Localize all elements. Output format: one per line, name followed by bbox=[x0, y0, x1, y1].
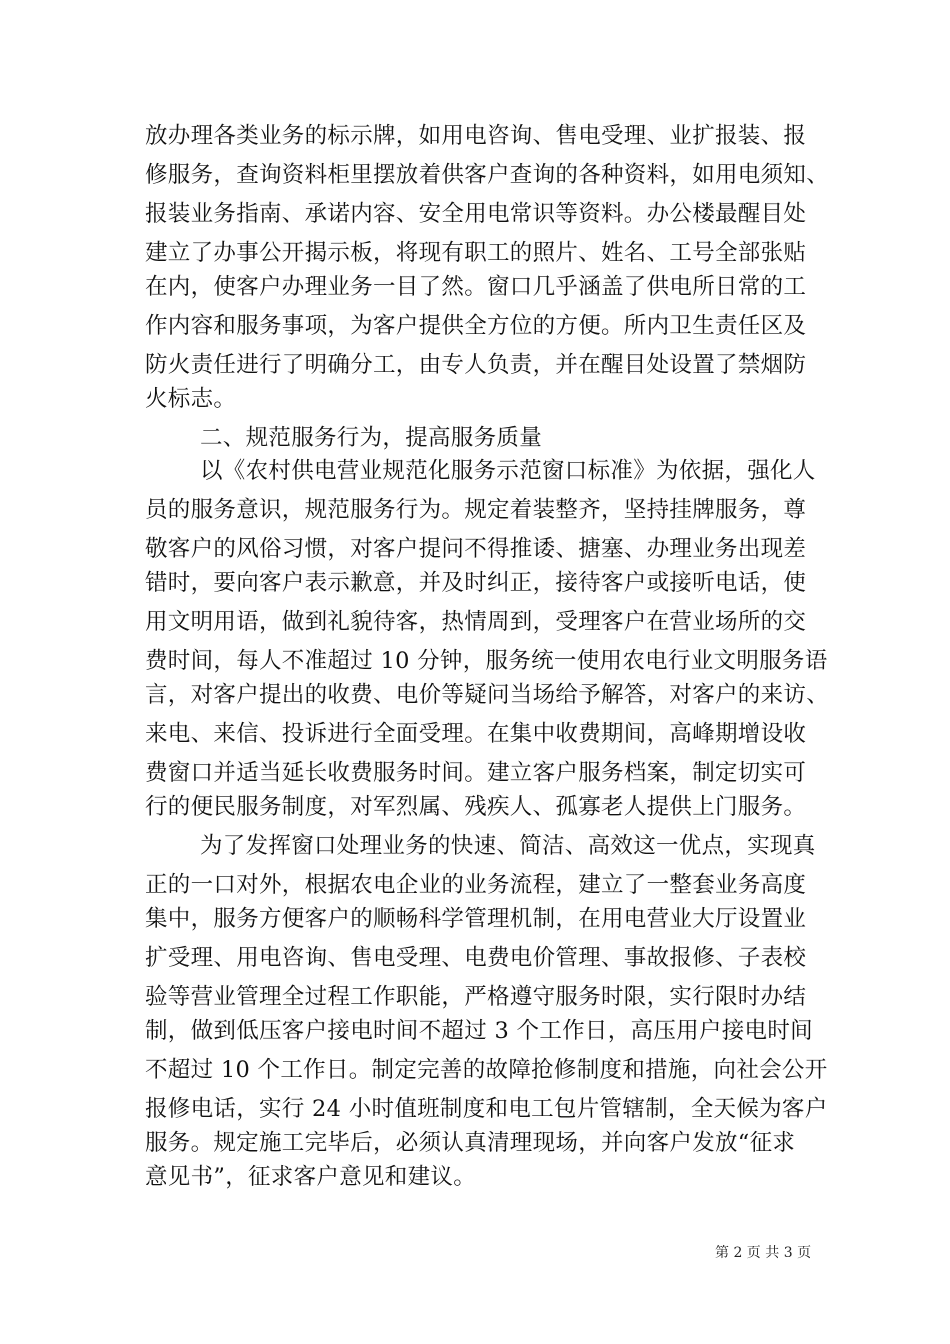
body-text-line: 言，对客户提出的收费、电价等疑问当场给予解答，对客户的来访、 bbox=[145, 682, 830, 708]
body-text-line: 防火责任进行了明确分工，由专人负责，并在醒目处设置了禁烟防 bbox=[145, 352, 807, 378]
body-text-line: 集中，服务方便客户的顺畅科学管理机制，在用电营业大厅设置业 bbox=[145, 906, 807, 932]
body-text-line: 报修电话，实行 24 小时值班制度和电工包片管辖制，全天候为客户 bbox=[145, 1096, 828, 1122]
body-text-line: 建立了办事公开揭示板，将现有职工的照片、姓名、工号全部张贴 bbox=[145, 240, 807, 266]
body-text-line: 验等营业管理全过程工作职能，严格遵守服务时限，实行限时办结 bbox=[145, 984, 807, 1010]
section-heading: 二、规范服务行为，提高服务质量 bbox=[200, 425, 543, 451]
body-text-line: 火标志。 bbox=[145, 386, 237, 412]
body-text-line: 作内容和服务事项，为客户提供全方位的方便。所内卫生责任区及 bbox=[145, 313, 807, 339]
body-text-line: 员的服务意识，规范服务行为。规定着装整齐，坚持挂牌服务，尊 bbox=[145, 497, 807, 523]
body-text-line: 扩受理、用电咨询、售电受理、电费电价管理、事故报修、子表校 bbox=[145, 945, 807, 971]
body-text-line: 不超过 10 个工作日。制定完善的故障抢修制度和措施，向社会公开 bbox=[145, 1057, 828, 1083]
body-text-line: 服务。规定施工完毕后，必须认真清理现场，并向客户发放“征求 bbox=[145, 1130, 796, 1156]
body-text-line: 报装业务指南、承诺内容、安全用电常识等资料。办公楼最醒目处 bbox=[145, 201, 807, 227]
body-text-line: 费时间，每人不准超过 10 分钟，服务统一使用农电行业文明服务语 bbox=[145, 648, 828, 674]
paragraph-first-line: 以《农村供电营业规范化服务示范窗口标准》为依据，强化人 bbox=[200, 458, 816, 484]
body-text-line: 制，做到低压客户接电时间不超过 3 个工作日，高压用户接电时间 bbox=[145, 1018, 813, 1044]
body-text-line: 正的一口对外，根据农电企业的业务流程，建立了一整套业务高度 bbox=[145, 872, 807, 898]
page-number-footer: 第 2 页 共 3 页 bbox=[715, 1245, 812, 1261]
body-text-line: 来电、来信、投诉进行全面受理。在集中收费期间，高峰期增设收 bbox=[145, 721, 807, 747]
body-text-line: 行的便民服务制度，对军烈属、残疾人、孤寡老人提供上门服务。 bbox=[145, 794, 807, 820]
body-text-line: 费窗口并适当延长收费服务时间。建立客户服务档案，制定切实可 bbox=[145, 760, 807, 786]
paragraph-first-line: 为了发挥窗口处理业务的快速、简洁、高效这一优点，实现真 bbox=[200, 833, 816, 859]
body-text-line: 用文明用语，做到礼貌待客，热情周到，受理客户在营业场所的交 bbox=[145, 609, 807, 635]
body-text-line: 敬客户的风俗习惯，对客户提问不得推诿、搪塞、办理业务出现差 bbox=[145, 536, 807, 562]
body-text-line: 意见书”，征求客户意见和建议。 bbox=[145, 1164, 477, 1190]
body-text-line: 修服务，查询资料柜里摆放着供客户查询的各种资料，如用电须知、 bbox=[145, 162, 830, 188]
body-text-line: 在内，使客户办理业务一目了然。窗口几乎涵盖了供电所日常的工 bbox=[145, 274, 807, 300]
body-text-line: 错时，要向客户表示歉意，并及时纠正，接待客户或接听电话，使 bbox=[145, 570, 807, 596]
body-text-line: 放办理各类业务的标示牌，如用电咨询、售电受理、业扩报装、报 bbox=[145, 123, 807, 149]
